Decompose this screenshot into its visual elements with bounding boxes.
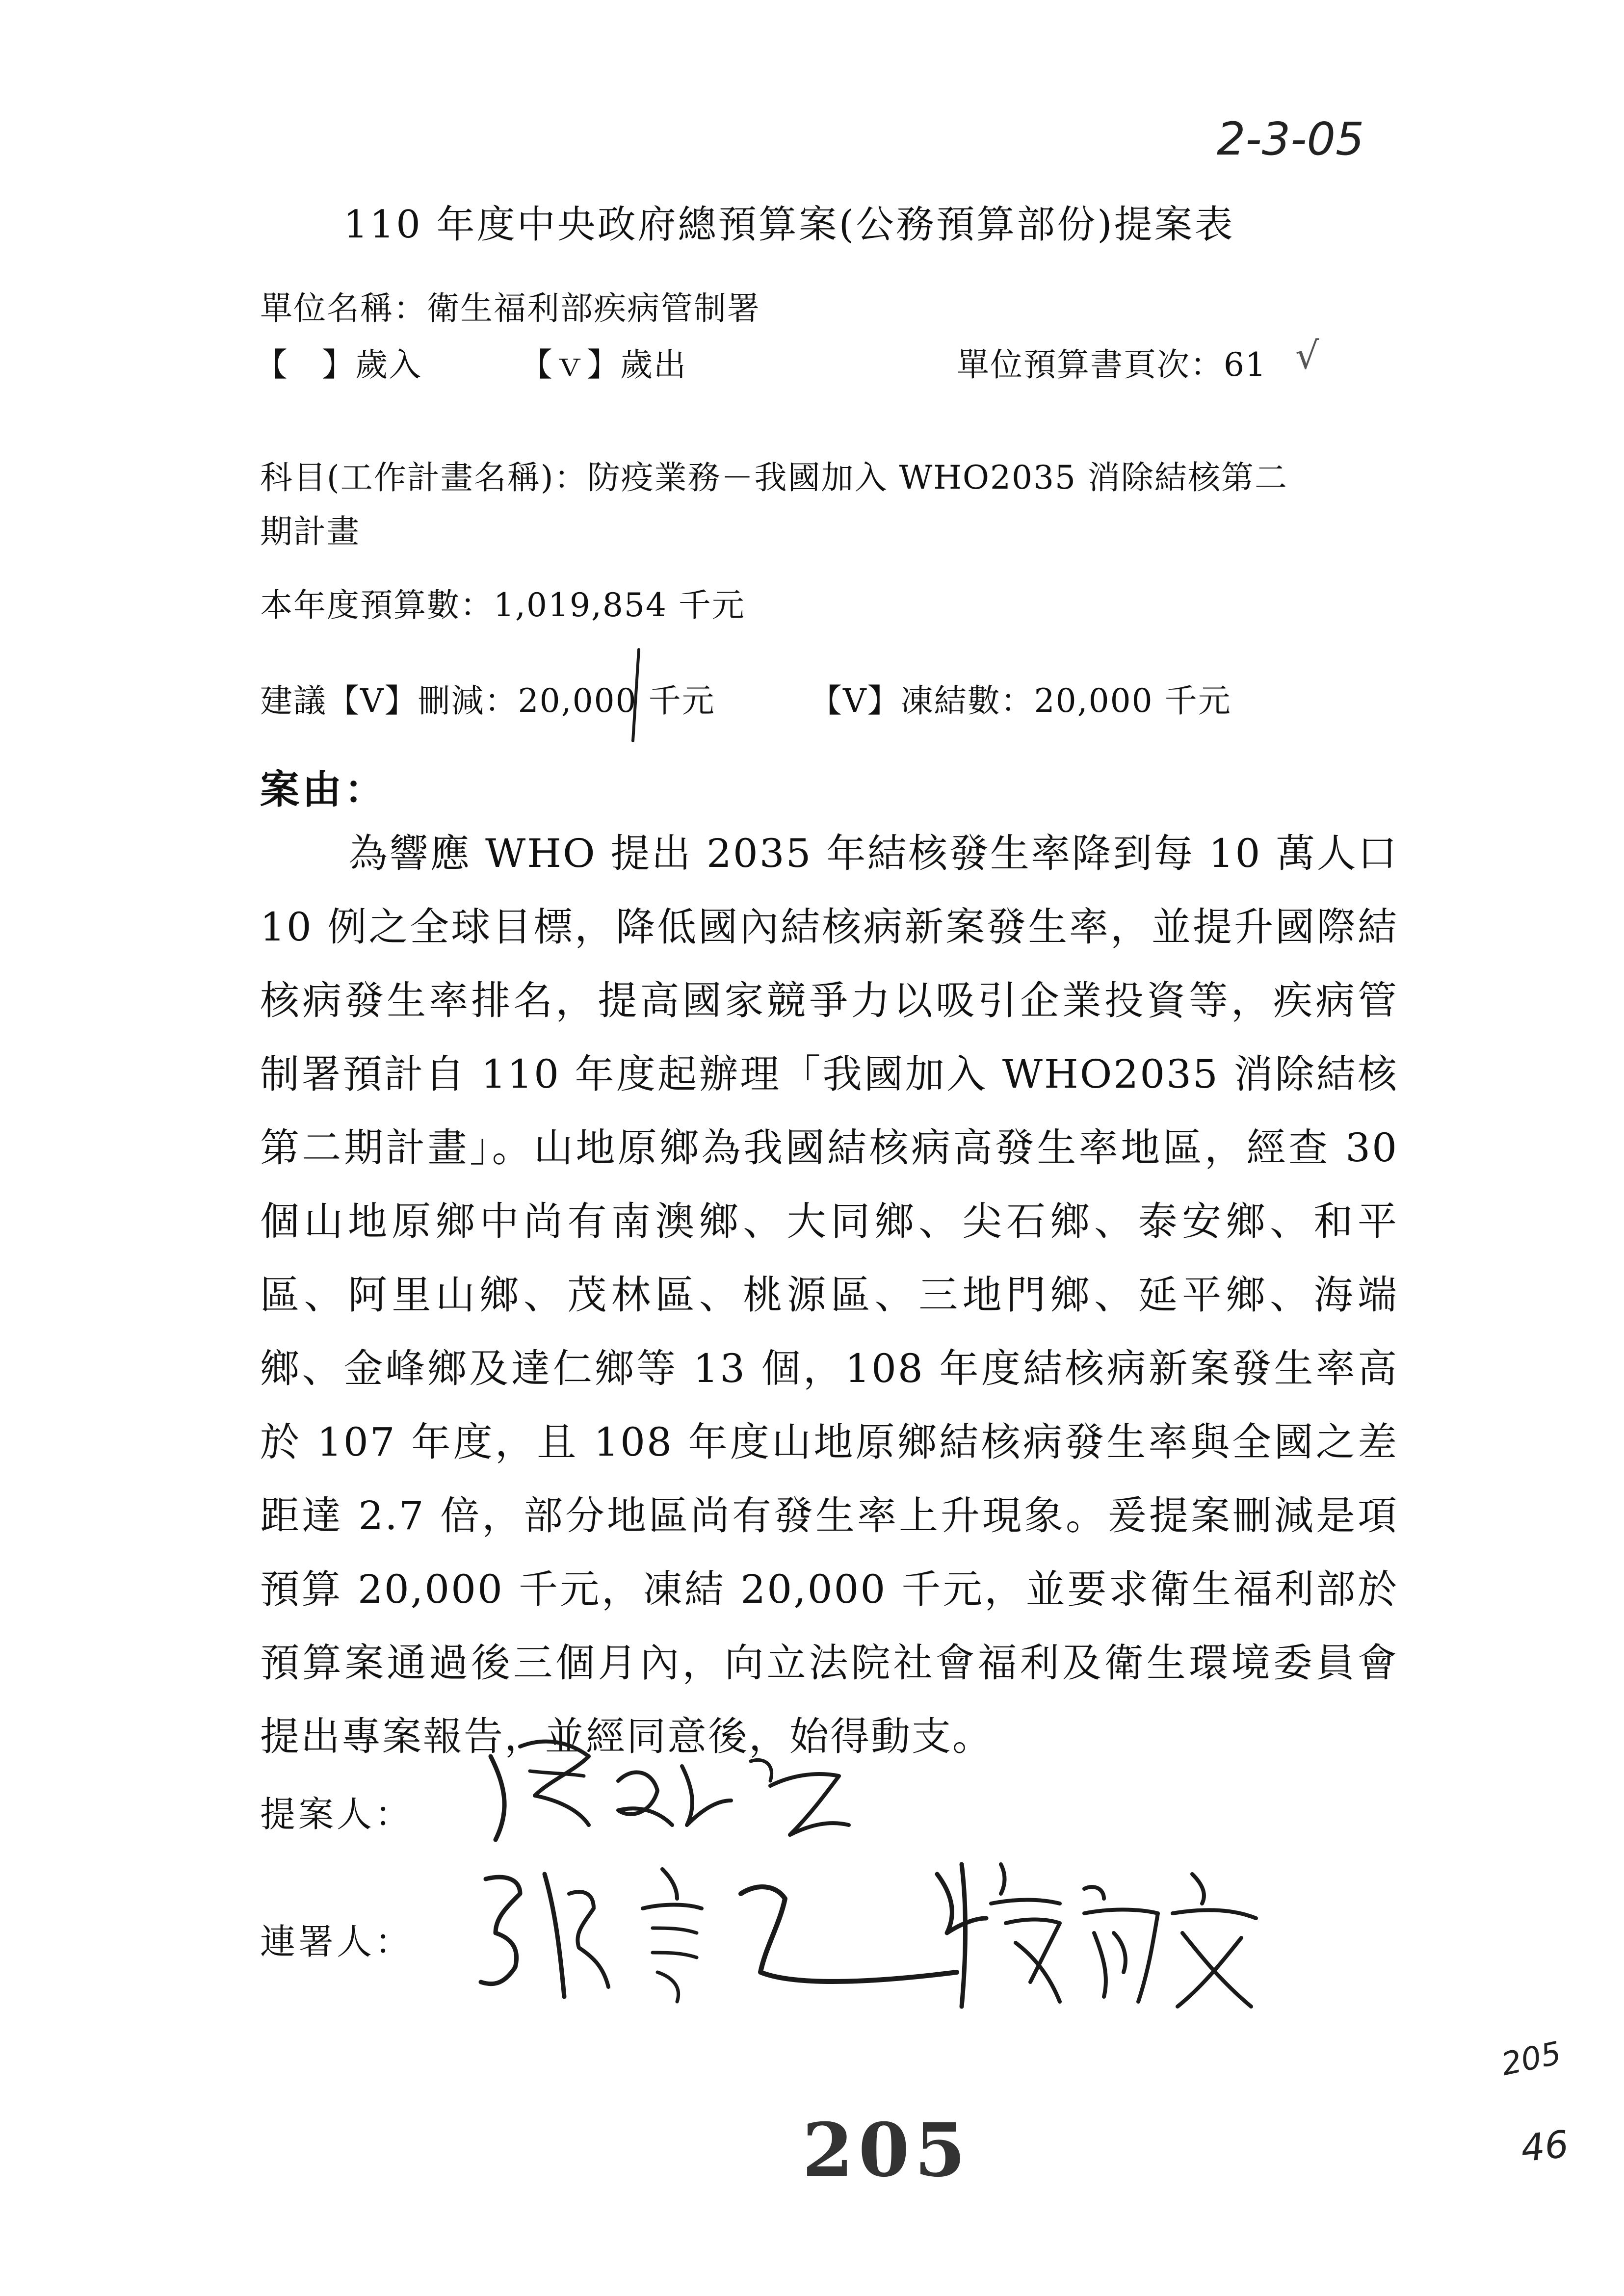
page-title: 110 年度中央政府總預算案(公務預算部份)提案表 xyxy=(343,203,1235,247)
subject-line-1: 科目(工作計畫名稱)：防疫業務－我國加入 WHO2035 消除結核第二 xyxy=(260,459,1288,496)
handwritten-check-mark: √ xyxy=(1295,334,1319,377)
cut-suggestion: 建議【V】刪減：20,000 千元 xyxy=(260,682,715,720)
cosigner-label: 連署人： xyxy=(260,1921,414,1962)
handwritten-reference: 2-3-05 xyxy=(1217,113,1364,165)
freeze-suggestion: 【V】凍結數：20,000 千元 xyxy=(810,682,1231,720)
subject-line-2: 期計畫 xyxy=(260,513,360,550)
budget-page: 單位預算書頁次：61 xyxy=(957,346,1267,384)
reason-label: 案由： xyxy=(260,767,387,812)
proposer-signature xyxy=(476,1727,859,1854)
expense-option: 【ｖ】歲出 xyxy=(520,346,687,384)
unit-name: 單位名稱：衛生福利部疾病管制署 xyxy=(260,289,760,327)
reason-text: 為響應 WHO 提出 2035 年結核發生率降到每 10 萬人口 10 例之全球目標，降低國內結核病新案發生率，並提升國際結核病發生率排名，提高國家競爭力以吸引企業投資等，疾病管制署預計自 110 年度起辦理「我國加入 WHO2035 消除結核第二期計畫」。山地原鄉為我國結核病高發生率地區，經查 30 個山地原鄉中尚有南澳鄉、大同鄉、尖石鄉、泰安鄉、和平區、阿里山鄉、茂林區、桃源區、三地門鄉、延平鄉、海端鄉、金峰鄉及達仁鄉等 13 個，108 年度結核病新案發生率高於 107 年度，且 108 年度山地原鄉結核病發生率與全國之差距達 2.7 倍，部分地區尚有發生率上升現象。爰提案刪減是項預算 20,000 千元，凍結 20,000 千元，並要求衛生福利部於預算案通過後三個月內，向立法院社會福利及衛生環境委員會提出專案報告，並經同意後，始得動支。 xyxy=(260,831,1398,1759)
handwritten-margin-number-1: 205 xyxy=(1498,2035,1565,2083)
revenue-option: 【 】歲入 xyxy=(255,346,422,384)
cosigner-signature-2 xyxy=(917,1845,1271,2021)
handwritten-margin-number-2: 46 xyxy=(1519,2122,1571,2170)
page-number: 205 xyxy=(802,2107,971,2193)
proposer-label: 提案人： xyxy=(260,1794,414,1835)
current-budget: 本年度預算數：1,019,854 千元 xyxy=(260,586,745,624)
handwritten-stroke-mark xyxy=(628,648,648,746)
